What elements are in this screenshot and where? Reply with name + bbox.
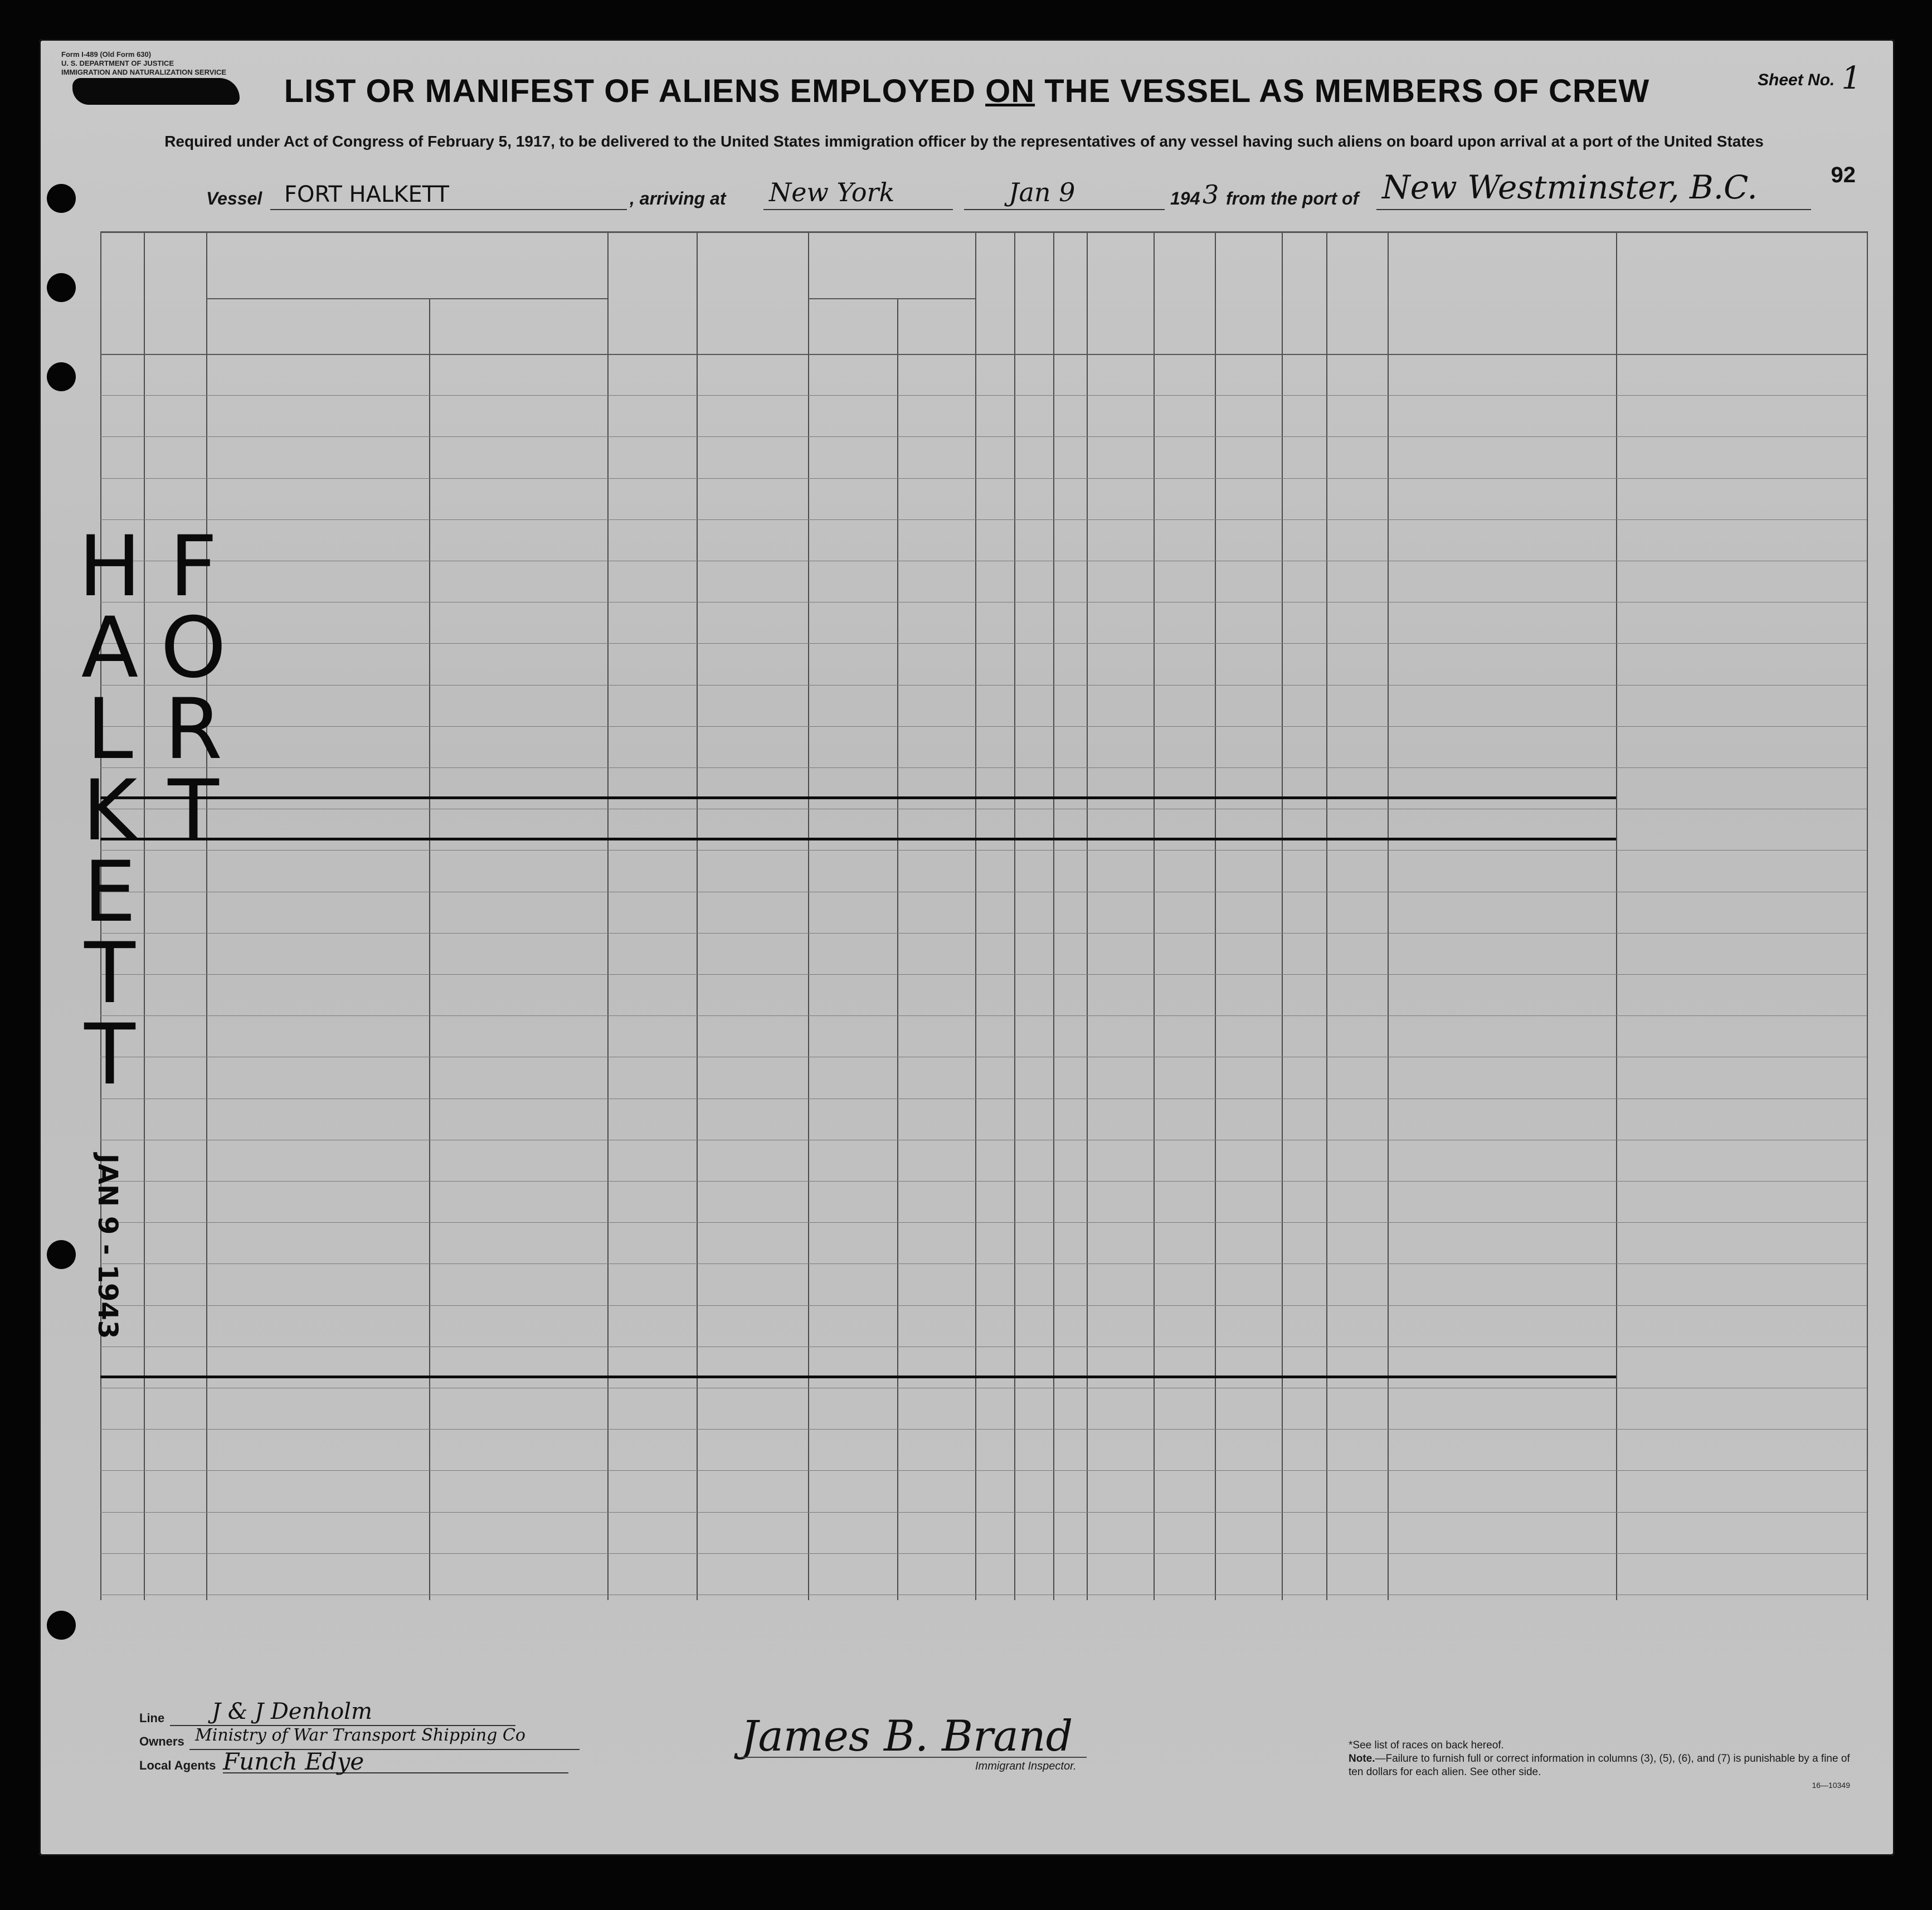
row-divider: [100, 1429, 1867, 1430]
arriving-label: , arriving at: [630, 188, 726, 208]
row-divider: [100, 1181, 1867, 1182]
sheet-number-label: Sheet No.: [1758, 71, 1835, 89]
strikethrough-line: [100, 838, 1616, 840]
manifest-sheet: [39, 39, 1895, 1856]
table-top-border: [100, 231, 1867, 233]
inspector-label: Immigrant Inspector.: [975, 1760, 1077, 1772]
print-code: 16—10349: [1812, 1781, 1850, 1790]
agents-label: Local Agents: [139, 1758, 216, 1772]
row-divider: [100, 1470, 1867, 1471]
service-name: IMMIGRATION AND NATURALIZATION SERVICE: [61, 68, 227, 76]
side-vessel-annotation: FORT HALKETT: [61, 518, 242, 1088]
row-divider: [100, 1263, 1867, 1264]
owners-value: Ministry of War Transport Shipping Co: [195, 1726, 525, 1745]
row-divider: [100, 519, 1867, 520]
name-subheader-line: [206, 298, 607, 299]
line-value: J & J Denholm: [212, 1699, 372, 1724]
row-divider: [100, 643, 1867, 644]
row-divider: [100, 436, 1867, 437]
strikethrough-line: [100, 1376, 1616, 1378]
races-note: *See list of races on back hereof.: [1349, 1739, 1504, 1751]
form-number: Form I-489 (Old Form 630): [61, 50, 152, 59]
crew-table: [100, 231, 1867, 1675]
departure-port: New Westminster, B.C.: [1382, 168, 1758, 206]
row-divider: [100, 974, 1867, 975]
row-divider: [100, 1015, 1867, 1016]
footer-note: [1349, 1739, 1850, 1779]
year-suffix: 3: [1203, 179, 1219, 210]
year-prefix: 194: [1170, 188, 1200, 208]
punch-hole: [47, 184, 76, 213]
from-port-label: from the port of: [1226, 188, 1359, 208]
agents-value: Funch Edye: [223, 1748, 364, 1775]
header-bottom-border: [100, 354, 1867, 355]
inspector-signature: James B. Brand: [741, 1711, 1073, 1761]
row-divider: [100, 1305, 1867, 1306]
owners-label: Owners: [139, 1734, 184, 1748]
arrival-date: Jan 9: [1009, 177, 1076, 207]
punch-hole: [47, 273, 76, 302]
vessel-label: Vessel: [206, 188, 262, 208]
arrival-port: New York: [769, 177, 895, 207]
punch-hole: [47, 1240, 76, 1269]
department-name: U. S. DEPARTMENT OF JUSTICE: [61, 59, 174, 67]
row-divider: [100, 726, 1867, 727]
row-divider: [100, 478, 1867, 479]
note-text: —Failure to furnish full or correct information in columns (3), (5), (6), and (7) is punishable by a fine of ten dollars for each alien. See other side.: [1349, 1753, 1850, 1778]
row-divider: [100, 1553, 1867, 1554]
sheet-number-value: 1: [1841, 60, 1861, 96]
column-divider: [429, 298, 430, 1600]
row-divider: [100, 1222, 1867, 1223]
punch-hole: [47, 362, 76, 391]
note-label: Note.: [1349, 1753, 1375, 1765]
strikethrough-line: [100, 796, 1616, 799]
punch-hole: [47, 1611, 76, 1640]
shipped-subheader-line: [808, 298, 975, 299]
line-label: Line: [139, 1711, 165, 1725]
requirement-text: Required under Act of Congress of February 5, 1917, to be delivered to the United States immigration officer by the representatives of any vessel having such aliens on board upon arrival at a port of the United States: [164, 133, 1764, 150]
row-divider: [100, 395, 1867, 396]
row-divider: [100, 933, 1867, 934]
row-divider: [100, 685, 1867, 686]
column-divider: [897, 298, 898, 1600]
page-number: 92: [1831, 163, 1856, 187]
side-date-annotation: JAN 9 - 1943: [92, 1154, 123, 1339]
column-divider: [1867, 231, 1868, 1600]
vessel-name: FORT HALKETT: [284, 182, 449, 207]
document-title: LIST OR MANIFEST OF ALIENS EMPLOYED ON THE VESSEL AS MEMBERS OF CREW: [284, 73, 1650, 109]
row-divider: [100, 1512, 1867, 1513]
row-divider: [100, 767, 1867, 768]
